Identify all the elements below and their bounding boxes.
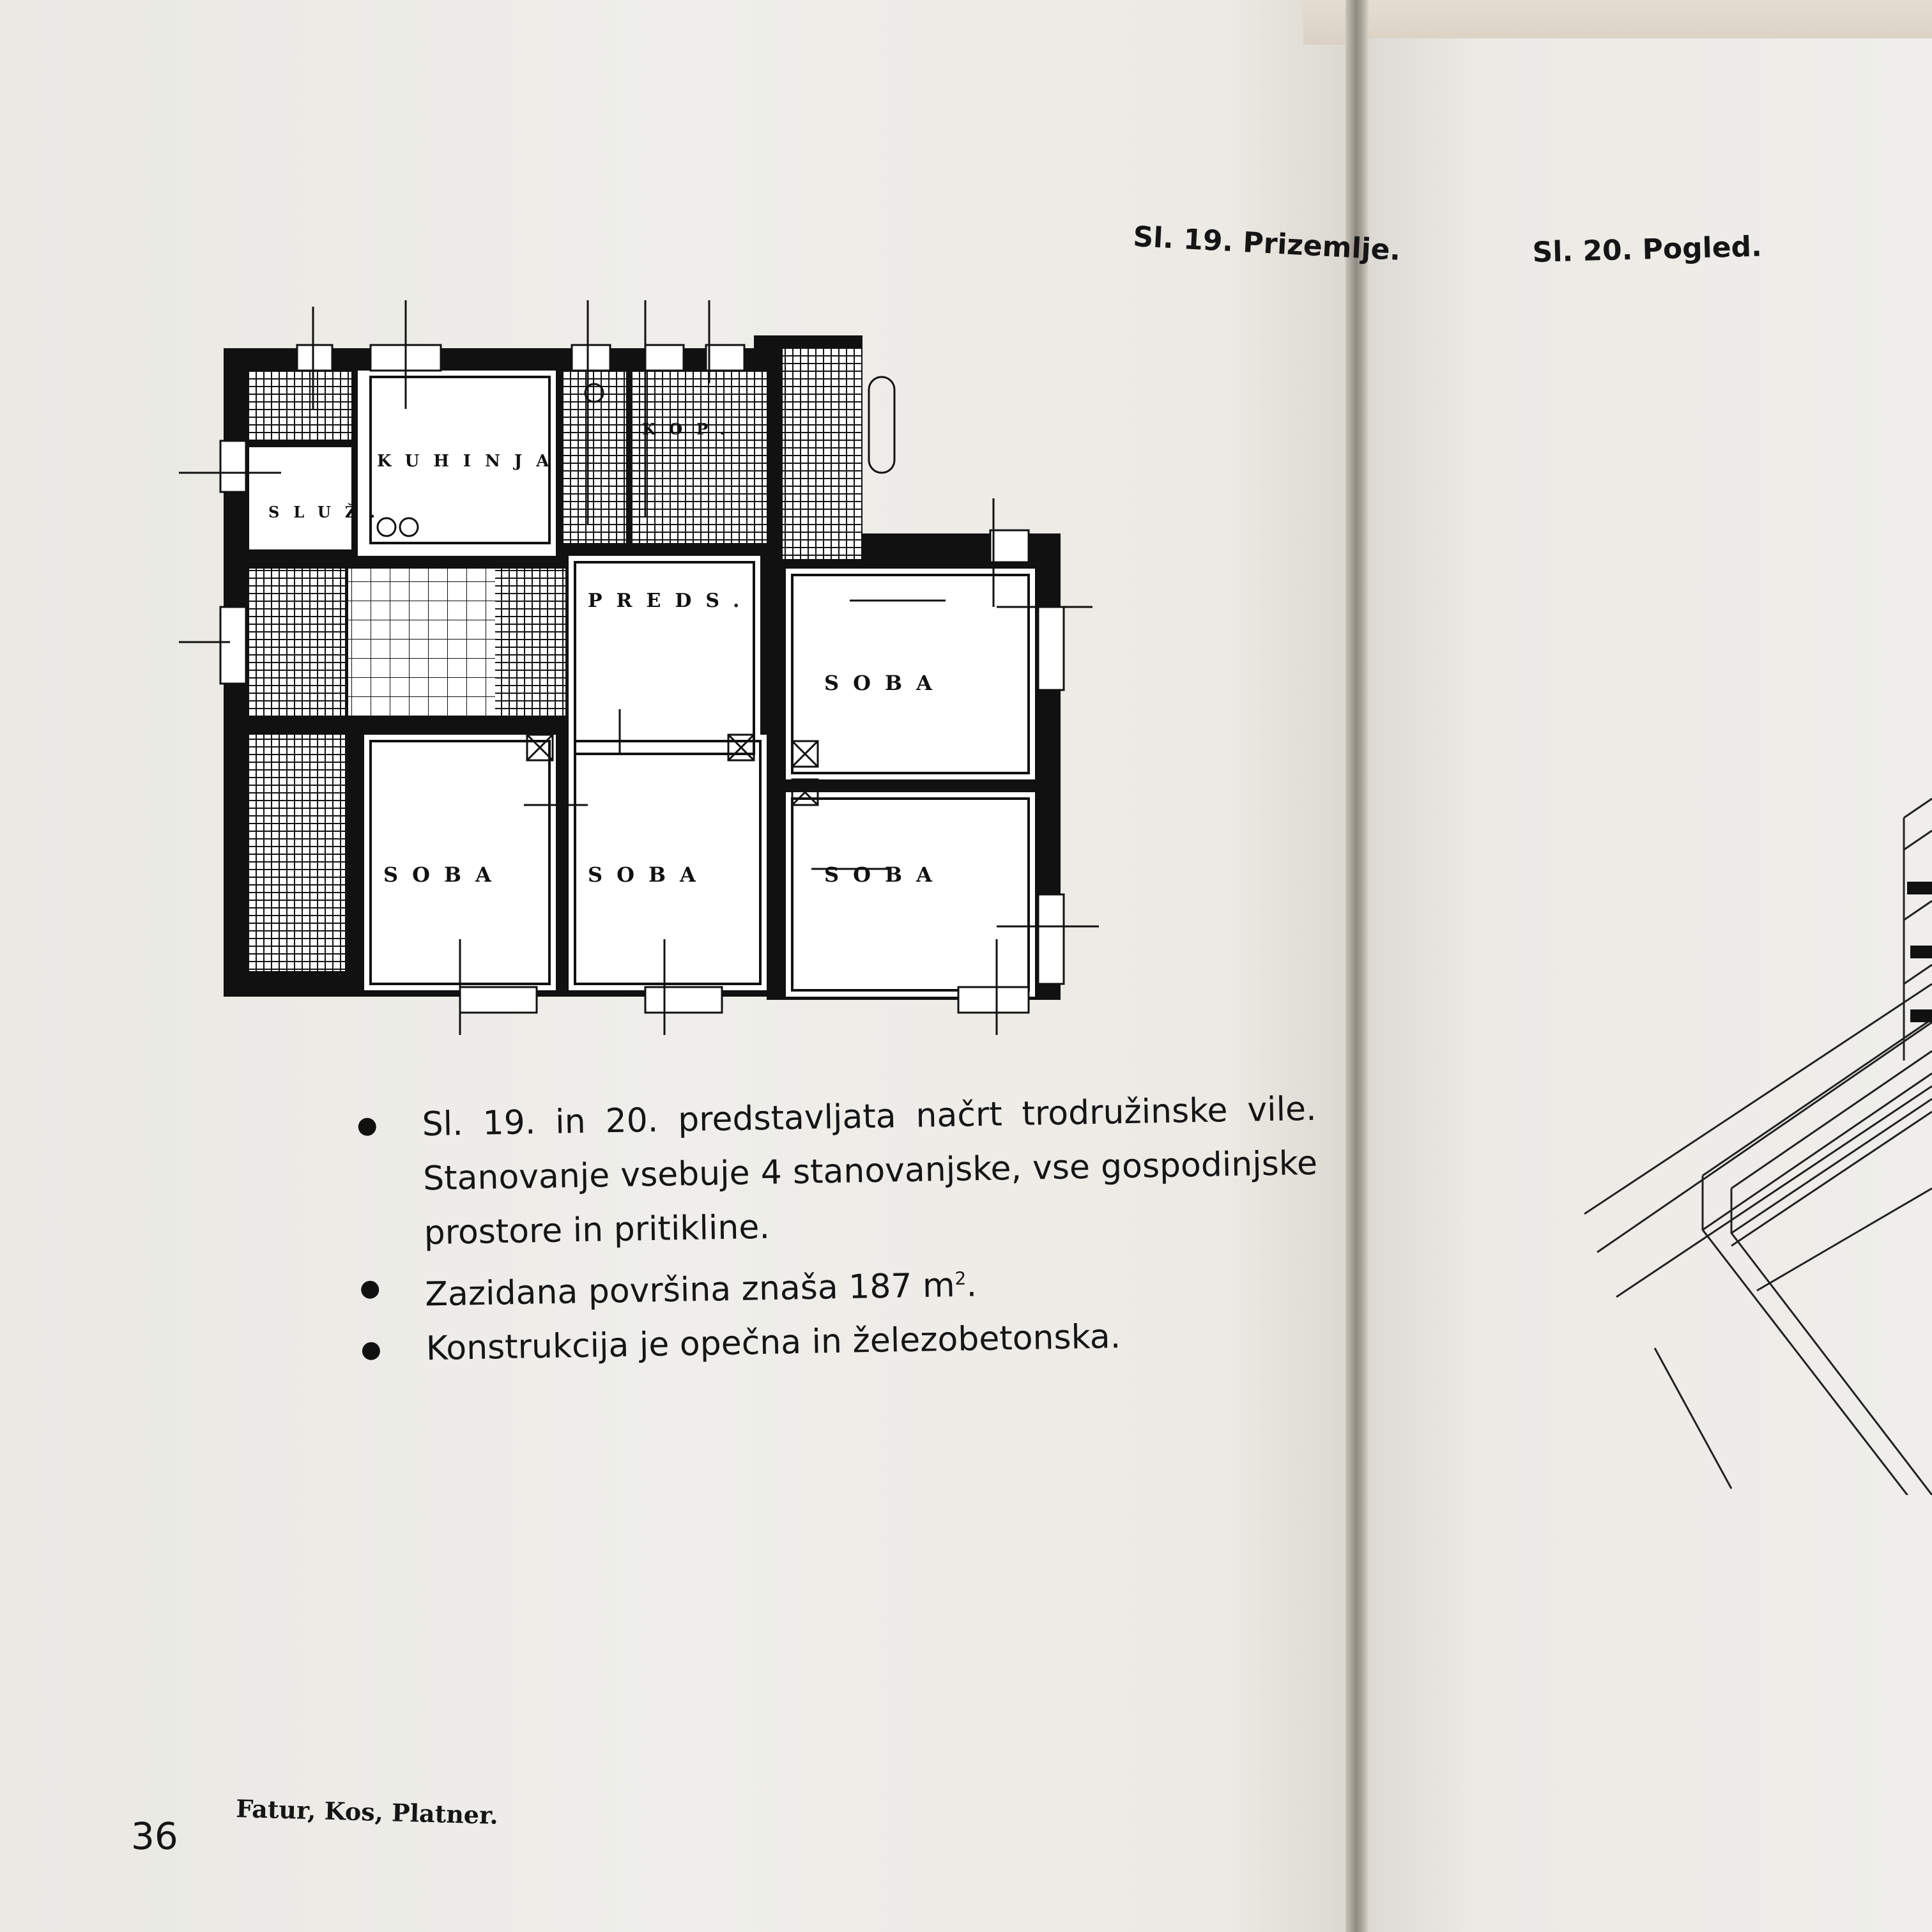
room-label-sluz: SLUŽ. <box>268 503 390 521</box>
bullet-icon <box>361 1280 379 1298</box>
footer-authors: Fatur, Kos, Platner. <box>235 1794 499 1830</box>
room-label-kuhinja: KUHINJA <box>377 452 564 471</box>
isometric-view-drawing <box>1559 792 1932 1495</box>
paragraph-3: Konstrukcija je opečna in železobetonska. <box>362 1307 1321 1377</box>
room-label-soba: SOBA <box>824 671 946 695</box>
bullet-icon <box>358 1118 376 1136</box>
room-label-soba: SOBA <box>383 862 505 887</box>
room-label-soba: SOBA <box>588 862 710 887</box>
room-label-soba: SOBA <box>824 862 946 887</box>
floor-plan-drawing <box>179 294 1105 1048</box>
figure-19-caption: Sl. 19. Prizemlje. <box>1132 220 1402 267</box>
book-gutter <box>1346 0 1368 1932</box>
room-label-kop: KOP. <box>642 420 739 438</box>
paragraph-1: Sl. 19. in 20. predstavljata načrt trodružinske vile. Stanovanje vsebuje 4 stanovanjske, vse gospodinjske prostore in pritikline. <box>358 1082 1319 1262</box>
room-label-predsoba: PREDS. <box>588 590 754 612</box>
room-kop-small <box>249 371 351 441</box>
body-text <box>358 1082 1321 1377</box>
bullet-icon <box>362 1342 380 1360</box>
page-number: 36 <box>131 1814 178 1858</box>
paragraph-2: Zazidana površina znaša 187 $m^2$. <box>360 1245 1319 1323</box>
figure-20-caption: Sl. 20. Pogled. <box>1532 230 1763 269</box>
